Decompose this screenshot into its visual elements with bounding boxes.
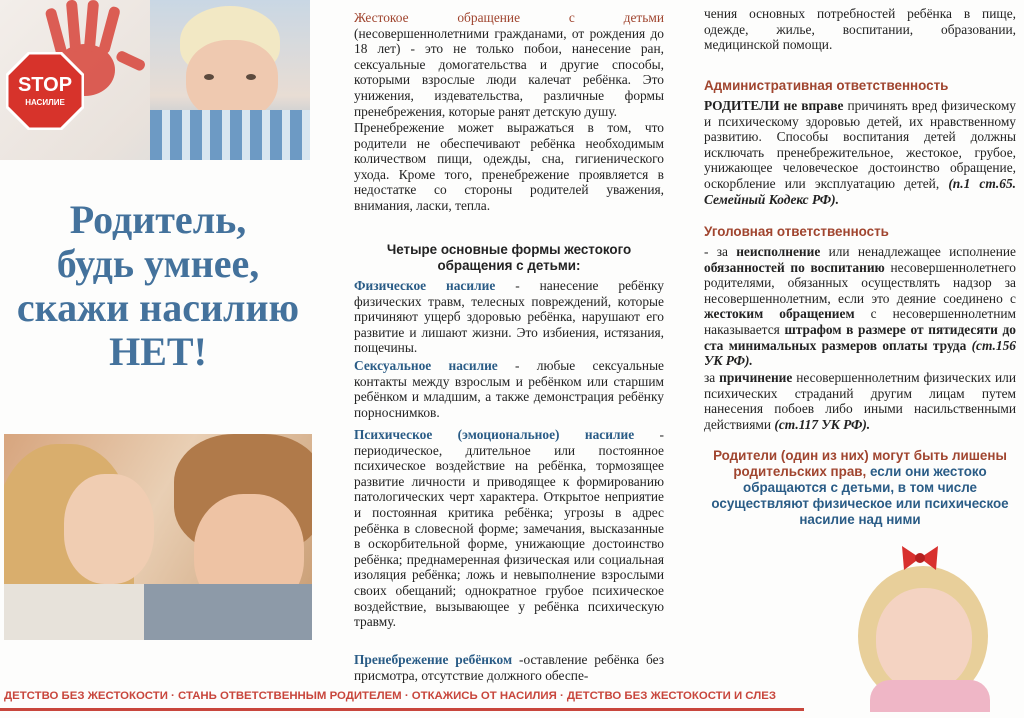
warning-lead: Родители (один из них) могут быть лишены родительских прав, <box>713 448 1007 479</box>
sexual-term: Сексуальное насилие <box>354 358 498 373</box>
neglect-term: Пренебрежение ребёнком <box>354 652 513 667</box>
sexual-text: - любые сексуальные контакты между взрослым и ребёнком или старшим ребёнком и младшим, а также демонстрация ребёнку порноснимков. <box>354 358 665 420</box>
headline-line-3: скажи насилию <box>16 285 300 330</box>
psychological-violence <box>354 427 664 630</box>
admin-text: причинять вред физическому и психическому здоровью детей, их нравственному развитию. Способы воспитания детей должны исключать пренебрежительное, жестокое, грубое, унижающее человеческое достоинство обращение, оскорбление или эксплуатацию детей, <box>704 98 1016 191</box>
criminal-b2: обязанностей по воспитанию <box>704 259 885 275</box>
admin-paragraph <box>704 98 1016 207</box>
physical-term: Физическое насилие <box>354 278 496 293</box>
child-photo <box>150 0 310 160</box>
intro-text: (несовершеннолетними гражданами, от рождения до 18 лет) - это не только побои, нанесение ран, сексуальные домогательства и другие способы, которыми взрослые люди калечат ребёнка. Это унижения, издевательства, различные формы пренебрежения, которые ранят детскую душу. <box>354 25 664 119</box>
criminal-b3: жестоким обращением <box>704 306 855 322</box>
neglect-intro: Пренебрежение может выражаться в том, что родители не обеспечивают ребёнка необходимым количеством пищи, одежды, сна, гигиенического ухода. Кроме того, пренебрежение проявляется в недостатке со стороны родителей уважения, внимания, ласки, тепла. <box>354 120 664 213</box>
left-panel <box>0 0 338 718</box>
neglect-continued: чения основных потребностей ребёнка в пище, одежде, жилье, воспитании, образовании, медицинской помощи. <box>704 6 1016 53</box>
mother-child-photo <box>4 434 312 640</box>
neglect-text: -оставление ребёнка без присмотра, отсутствие должного обеспе- <box>354 652 665 683</box>
crying-girl-photo <box>830 540 1016 712</box>
criminal-s3: несовершеннолетнего родителями, обязанных осуществлять надзор за несовершеннолетним, если это деяние соединено с <box>704 259 1016 306</box>
admin-lead: РОДИТЕЛИ не вправе <box>704 98 844 113</box>
admin-ref: (п.1 ст.65. Семейный Кодекс РФ). <box>704 175 1017 207</box>
headline-line-1: Родитель, <box>69 197 247 242</box>
admin-title: Административная ответственность <box>704 78 949 93</box>
stop-sign <box>6 52 84 130</box>
headline <box>0 198 316 374</box>
criminal-ref2: (ст.117 УК РФ). <box>774 416 871 432</box>
warning-text: если они жестоко обращаются с детьми, в том числе осуществляют физическое или психическое насилие над ними <box>711 464 1009 527</box>
criminal-ref1: (ст.156 УК РФ). <box>704 337 1016 369</box>
stop-sign-text: STOP <box>17 74 73 96</box>
sexual-violence <box>354 358 664 420</box>
stop-sign-subtext: НАСИЛИЕ <box>25 98 65 107</box>
headline-line-4: НЕТ! <box>109 329 207 374</box>
criminal-s1: - за <box>704 244 737 259</box>
warning-box <box>708 448 1012 528</box>
hair-bow-icon <box>900 544 940 572</box>
criminal-b5: причинение <box>719 370 793 385</box>
forms-title: Четыре основные формы жестокого обращения с детьми: <box>386 242 632 273</box>
criminal-paragraph-2 <box>704 370 1016 432</box>
headline-line-2: будь умнее, <box>56 241 260 286</box>
stop-photo <box>0 0 310 160</box>
psychological-term: Психическое (эмоциональное) насилие <box>354 427 635 442</box>
intro-paragraph <box>354 10 664 119</box>
psychological-text: - периодическое, длительное или постоянное психическое воздействие на ребёнка, тормозящее развитие личности и приводящее к формированию патологических черт характера. Открытое неприятие и постоянная критика ребёнка; угрозы в адрес ребёнка в словесной форме; замечания, высказанные в оскорбительной форме, унижающие достоинство ребёнка; преднамеренная физическая или социальная изоляция ребёнка; ложь и невыполнение взрослыми своих обещаний; однократное грубое психическое воздействие, вызывающее у ребёнка психическую травму. <box>354 427 664 630</box>
criminal-b1: неисполнение <box>736 244 821 259</box>
physical-violence <box>354 278 664 356</box>
criminal-s5: за <box>704 370 720 385</box>
intro-term: Жестокое обращение с детьми <box>354 10 664 25</box>
footer-line <box>0 708 804 711</box>
middle-column <box>348 0 666 718</box>
right-column <box>700 0 1020 718</box>
footer-slogan: ДЕТСТВО БЕЗ ЖЕСТОКОСТИ · СТАНЬ ОТВЕТСТВЕННЫМ РОДИТЕЛЕМ · ОТКАЖИСЬ ОТ НАСИЛИЯ · ДЕТСТВО БЕЗ ЖЕСТОКОСТИ И СЛЕЗ <box>4 690 776 702</box>
criminal-s4: с несовершеннолетним наказывается <box>704 306 1016 337</box>
criminal-s6: несовершеннолетним физических или психических страданий другим лицам путем нанесения побоев либо иными насильственными действиями <box>704 370 1016 432</box>
criminal-b4: штрафом в размере от пятидесяти до ста минимальных размеров оплаты труда <box>704 321 1016 353</box>
criminal-title: Уголовная ответственность <box>704 224 889 239</box>
child-neglect <box>354 652 664 683</box>
criminal-paragraph <box>704 244 1016 369</box>
physical-text: - нанесение ребёнку физических травм, телесных повреждений, которые причиняют ущерб здоровью ребёнка, нарушают его развитие и лишают жизни. Это избиения, истязания, пощечины. <box>354 278 664 356</box>
criminal-s2: или ненадлежащее исполнение <box>820 244 1016 259</box>
